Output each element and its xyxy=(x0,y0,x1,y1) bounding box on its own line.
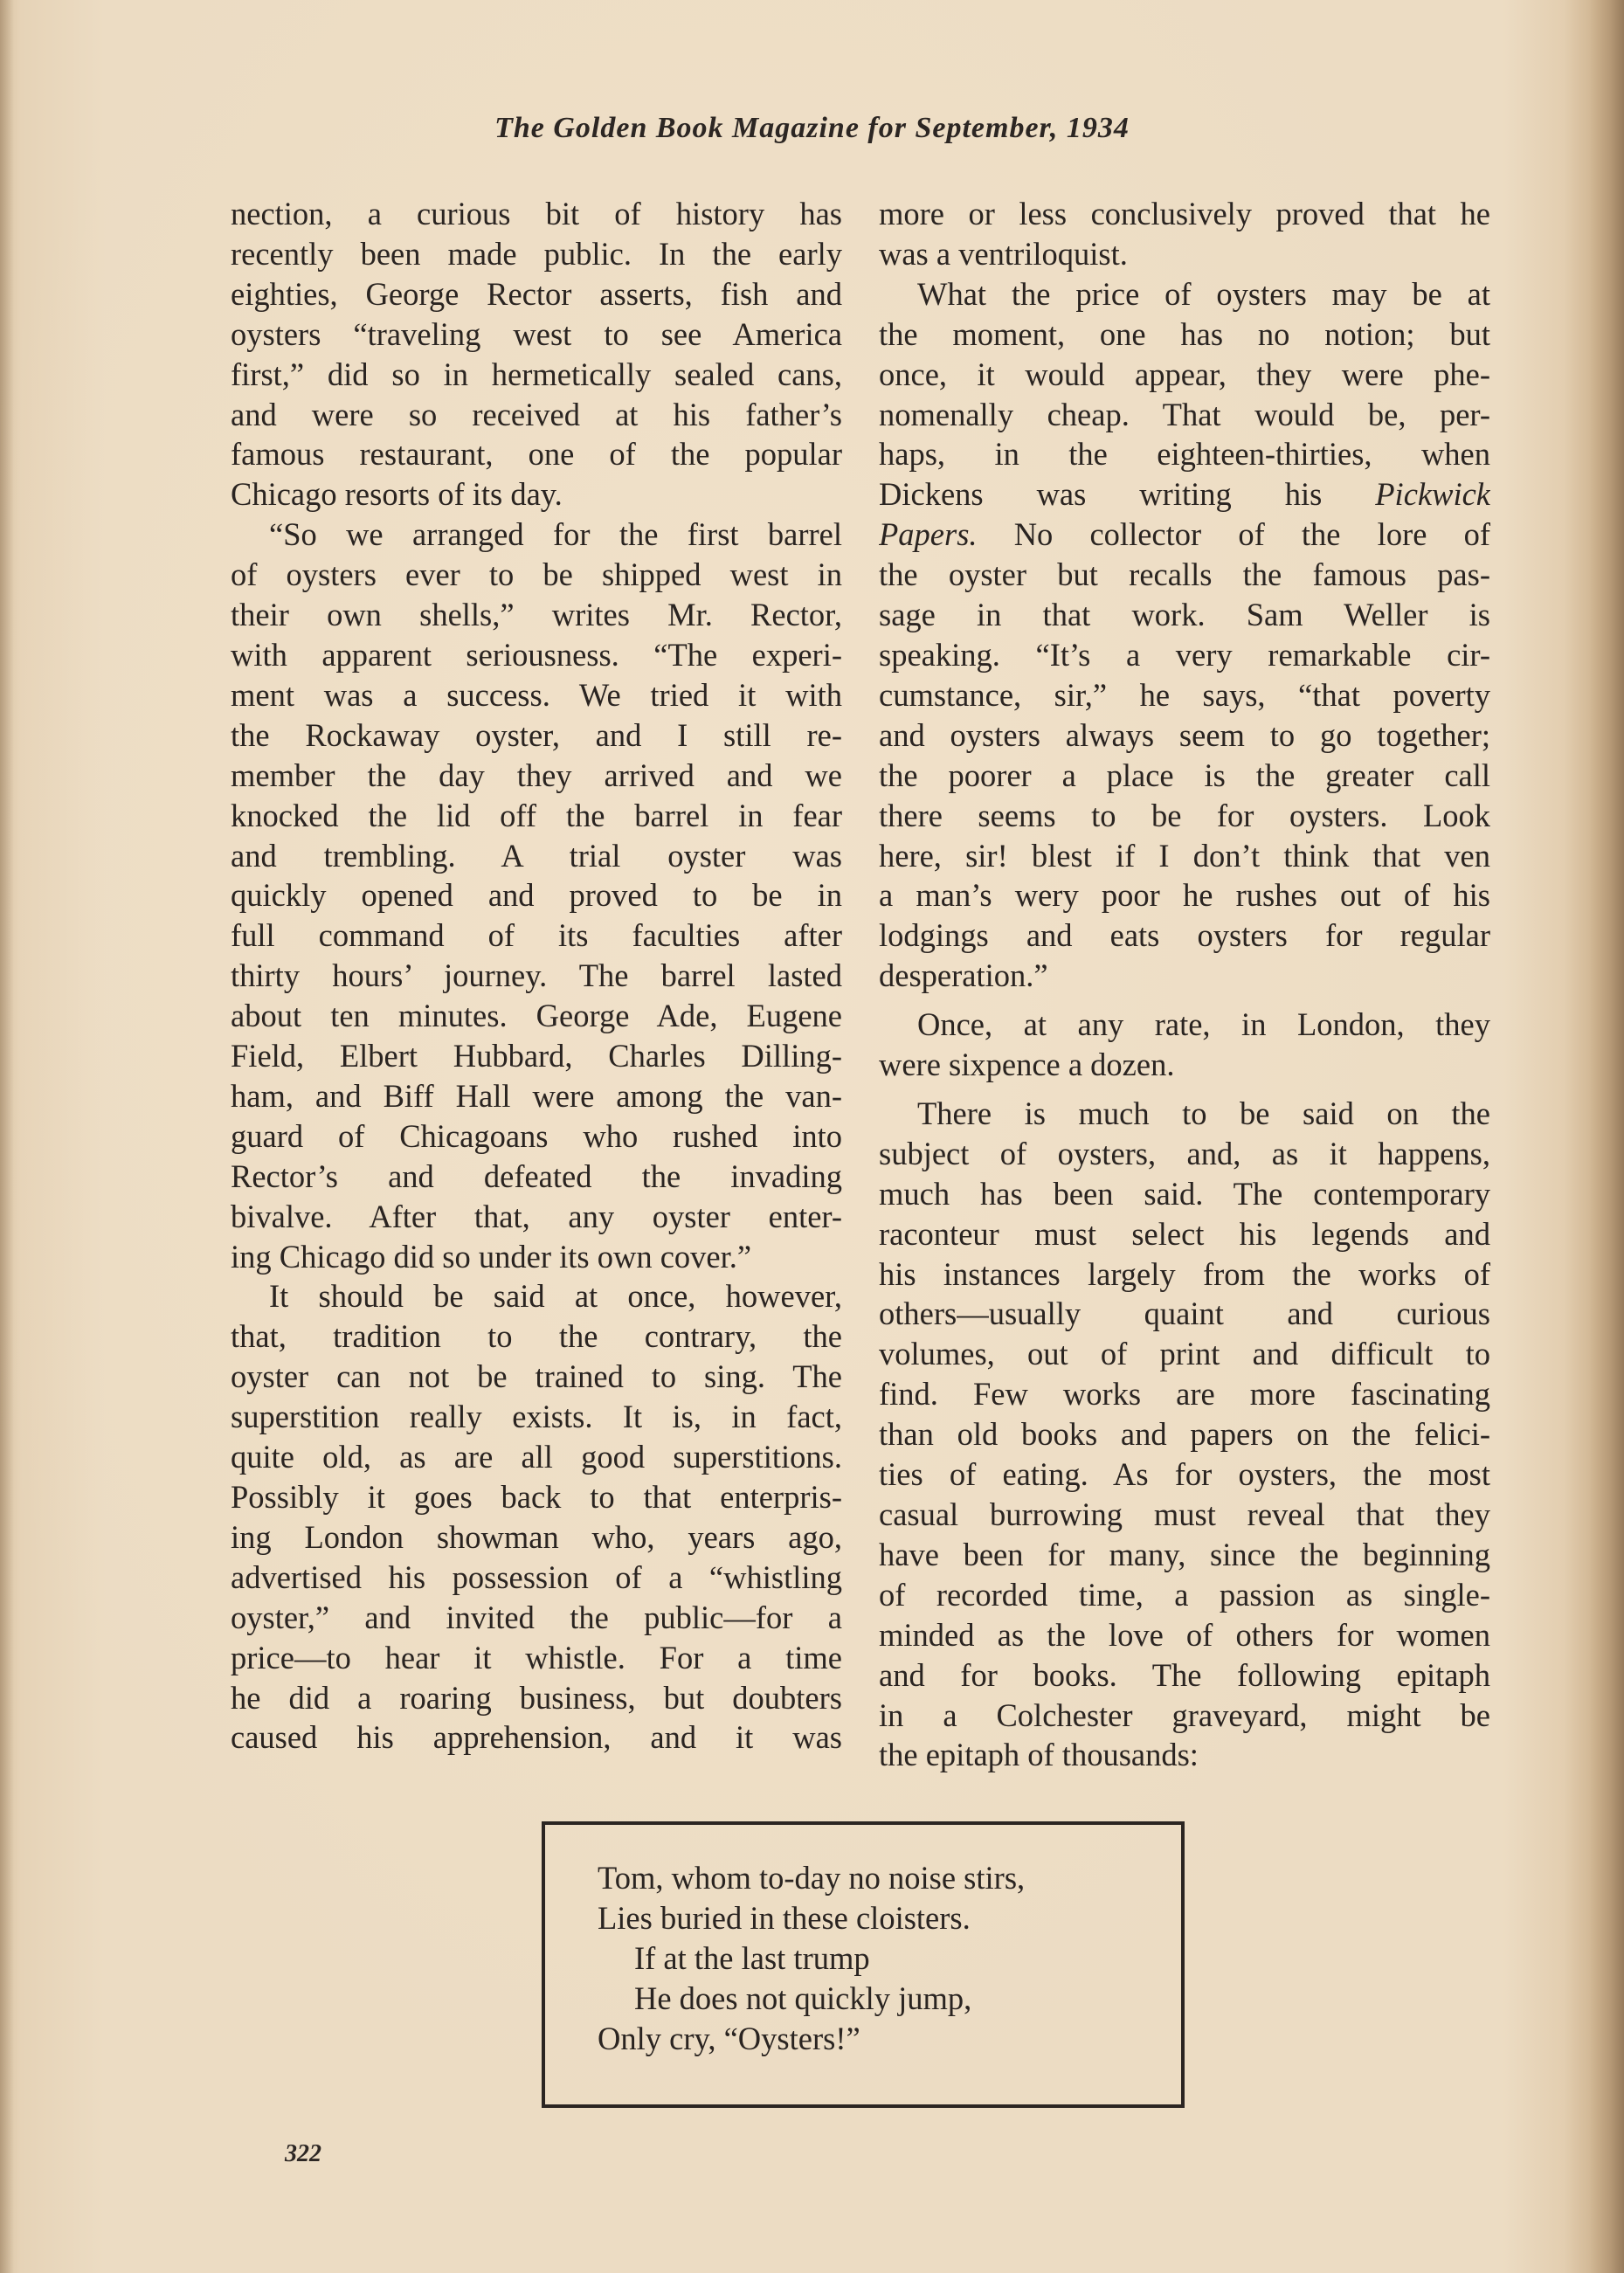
text-line: Chicago resorts of its day. xyxy=(231,476,563,513)
text-line: lodgings and eats oysters for regular xyxy=(879,917,1490,954)
paragraph xyxy=(231,515,842,1276)
text-line: nection, a curious bit of history has xyxy=(231,196,842,231)
text-line: ties of eating. As for oysters, the most xyxy=(879,1456,1490,1493)
text-line: of recorded time, a passion as single- xyxy=(879,1576,1490,1613)
text-line: haps, in the eighteen-thirties, when xyxy=(879,436,1490,473)
right-column xyxy=(879,194,1490,1775)
text-line: oysters “traveling west to see America xyxy=(231,315,842,352)
text-line: cumstance, sir,” he says, “that poverty xyxy=(879,676,1490,713)
text-line: more or less conclusively proved that he xyxy=(879,196,1490,231)
text-line: once, it would appear, they were phe- xyxy=(879,356,1490,392)
text-line: Possibly it goes back to that enterpris- xyxy=(231,1479,842,1515)
text-line: ham, and Biff Hall were among the van- xyxy=(231,1077,842,1114)
text-line: volumes, out of print and difficult to xyxy=(879,1336,1490,1372)
text-line: were sixpence a dozen. xyxy=(879,1047,1175,1083)
paragraph xyxy=(879,1094,1490,1775)
text-line: There is much to be said on the xyxy=(917,1095,1490,1131)
text-line: the Rockaway oyster, and I still re- xyxy=(231,716,842,753)
text-line: recently been made public. In the early xyxy=(231,235,842,272)
text-line: the epitaph of thousands: xyxy=(879,1737,1199,1773)
text-line: here, sir! blest if I don’t think that ven xyxy=(879,837,1490,874)
text-line: and were so received at his father’s xyxy=(231,396,842,432)
text-line: and for books. The following epitaph xyxy=(879,1656,1490,1693)
text-line: of oysters ever to be shipped west in xyxy=(231,556,842,593)
text-line: have been for many, since the beginning xyxy=(879,1536,1490,1572)
text-line: and oysters always seem to go together; xyxy=(879,716,1490,753)
text-line: quite old, as are all good superstitions. xyxy=(231,1439,842,1475)
text-line: find. Few works are more fascinating xyxy=(879,1376,1490,1413)
text-line: his instances largely from the works of xyxy=(879,1255,1490,1292)
left-column xyxy=(231,194,842,1758)
text-line: Once, at any rate, in London, they xyxy=(917,1006,1490,1043)
text-line: advertised his possession of a “whistling xyxy=(231,1558,842,1595)
text-line: he did a roaring business, but doubters xyxy=(231,1679,842,1716)
text-line: caused his apprehension, and it was xyxy=(231,1719,842,1756)
text-line xyxy=(879,515,1490,555)
text-line: bivalve. After that, any oyster enter- xyxy=(231,1198,842,1234)
text-line: superstition really exists. It is, in fact, xyxy=(231,1399,842,1435)
text-line: guard of Chicagoans who rushed into xyxy=(231,1117,842,1154)
text-run: Dickens was writing his xyxy=(879,476,1323,513)
text-line: about ten minutes. George Ade, Eugene xyxy=(231,998,842,1034)
text-run: No collector of the lore of xyxy=(1013,516,1490,553)
text-line: speaking. “It’s a very remarkable cir- xyxy=(879,636,1490,673)
text-line: in a Colchester graveyard, might be xyxy=(879,1696,1490,1733)
text-line: member the day they arrived and we xyxy=(231,757,842,793)
verse-line: Lies buried in these cloisters. xyxy=(598,1900,971,1936)
paragraph xyxy=(879,274,1490,996)
verse-line: Only cry, “Oysters!” xyxy=(598,2021,860,2056)
text-line xyxy=(879,474,1490,515)
text-line: It should be said at once, however, xyxy=(269,1278,842,1315)
text-line: Rector’s and defeated the invading xyxy=(231,1157,842,1194)
text-line: knocked the lid off the barrel in fear xyxy=(231,797,842,833)
text-line: a man’s wery poor he rushes out of his xyxy=(879,877,1490,914)
page-shadow-left xyxy=(0,0,14,2273)
text-line: with apparent seriousness. “The experi- xyxy=(231,636,842,673)
text-line: thirty hours’ journey. The barrel lasted xyxy=(231,957,842,994)
text-line: sage in that work. Sam Weller is xyxy=(879,597,1490,633)
text-line: subject of oysters, and, as it happens, xyxy=(879,1135,1490,1171)
verse-line: He does not quickly jump, xyxy=(634,1980,972,2016)
paragraph xyxy=(879,1005,1490,1085)
text-line: eighties, George Rector asserts, fish and xyxy=(231,275,842,312)
text-line: “So we arranged for the first barrel xyxy=(269,516,842,553)
text-line: others—usually quaint and curious xyxy=(879,1295,1490,1332)
text-line: there seems to be for oysters. Look xyxy=(879,797,1490,833)
text-line: price—to hear it whistle. For a time xyxy=(231,1639,842,1675)
text-line: casual burrowing must reveal that they xyxy=(879,1496,1490,1532)
text-line: the poorer a place is the greater call xyxy=(879,757,1490,793)
text-line: first,” did so in hermetically sealed cans, xyxy=(231,356,842,392)
paragraph xyxy=(879,194,1490,274)
text-line: What the price of oysters may be at xyxy=(917,275,1490,312)
page-shadow-right xyxy=(1589,0,1624,2273)
epitaph-verse xyxy=(598,1858,1025,2059)
page-number: 322 xyxy=(285,2140,321,2167)
text-line: Field, Elbert Hubbard, Charles Dilling- xyxy=(231,1038,842,1074)
verse-line: If at the last trump xyxy=(634,1940,870,1976)
text-line: raconteur must select his legends and xyxy=(879,1215,1490,1252)
text-line: oyster,” and invited the public—for a xyxy=(231,1599,842,1635)
paragraph xyxy=(231,1276,842,1758)
verse-line: Tom, whom to-day no noise stirs, xyxy=(598,1860,1026,1896)
epitaph-box xyxy=(542,1821,1185,2108)
text-line: minded as the love of others for women xyxy=(879,1616,1490,1653)
text-line: the oyster but recalls the famous pas- xyxy=(879,556,1490,593)
text-line: that, tradition to the contrary, the xyxy=(231,1318,842,1355)
text-line: much has been said. The contemporary xyxy=(879,1175,1490,1212)
text-line: quickly opened and proved to be in xyxy=(231,877,842,914)
text-line: ment was a success. We tried it with xyxy=(231,676,842,713)
text-line: desperation.” xyxy=(879,957,1048,994)
text-line: ing London showman who, years ago, xyxy=(231,1518,842,1555)
text-line: nomenally cheap. That would be, per- xyxy=(879,396,1490,432)
text-line: ing Chicago did so under its own cover.” xyxy=(231,1238,752,1275)
text-line: was a ventriloquist. xyxy=(879,235,1128,272)
text-line: the moment, one has no notion; but xyxy=(879,315,1490,352)
paragraph xyxy=(231,194,842,515)
text-line: than old books and papers on the felici- xyxy=(879,1416,1490,1453)
book-title-italic: Papers. xyxy=(879,516,978,553)
running-head: The Golden Book Magazine for September, 1934 xyxy=(494,112,1130,144)
text-line: full command of its faculties after xyxy=(231,917,842,954)
text-line: oyster can not be trained to sing. The xyxy=(231,1358,842,1395)
text-line: and trembling. A trial oyster was xyxy=(231,837,842,874)
text-line: their own shells,” writes Mr. Rector, xyxy=(231,597,842,633)
text-line: famous restaurant, one of the popular xyxy=(231,436,842,473)
book-title-italic: Pickwick xyxy=(1375,476,1490,513)
